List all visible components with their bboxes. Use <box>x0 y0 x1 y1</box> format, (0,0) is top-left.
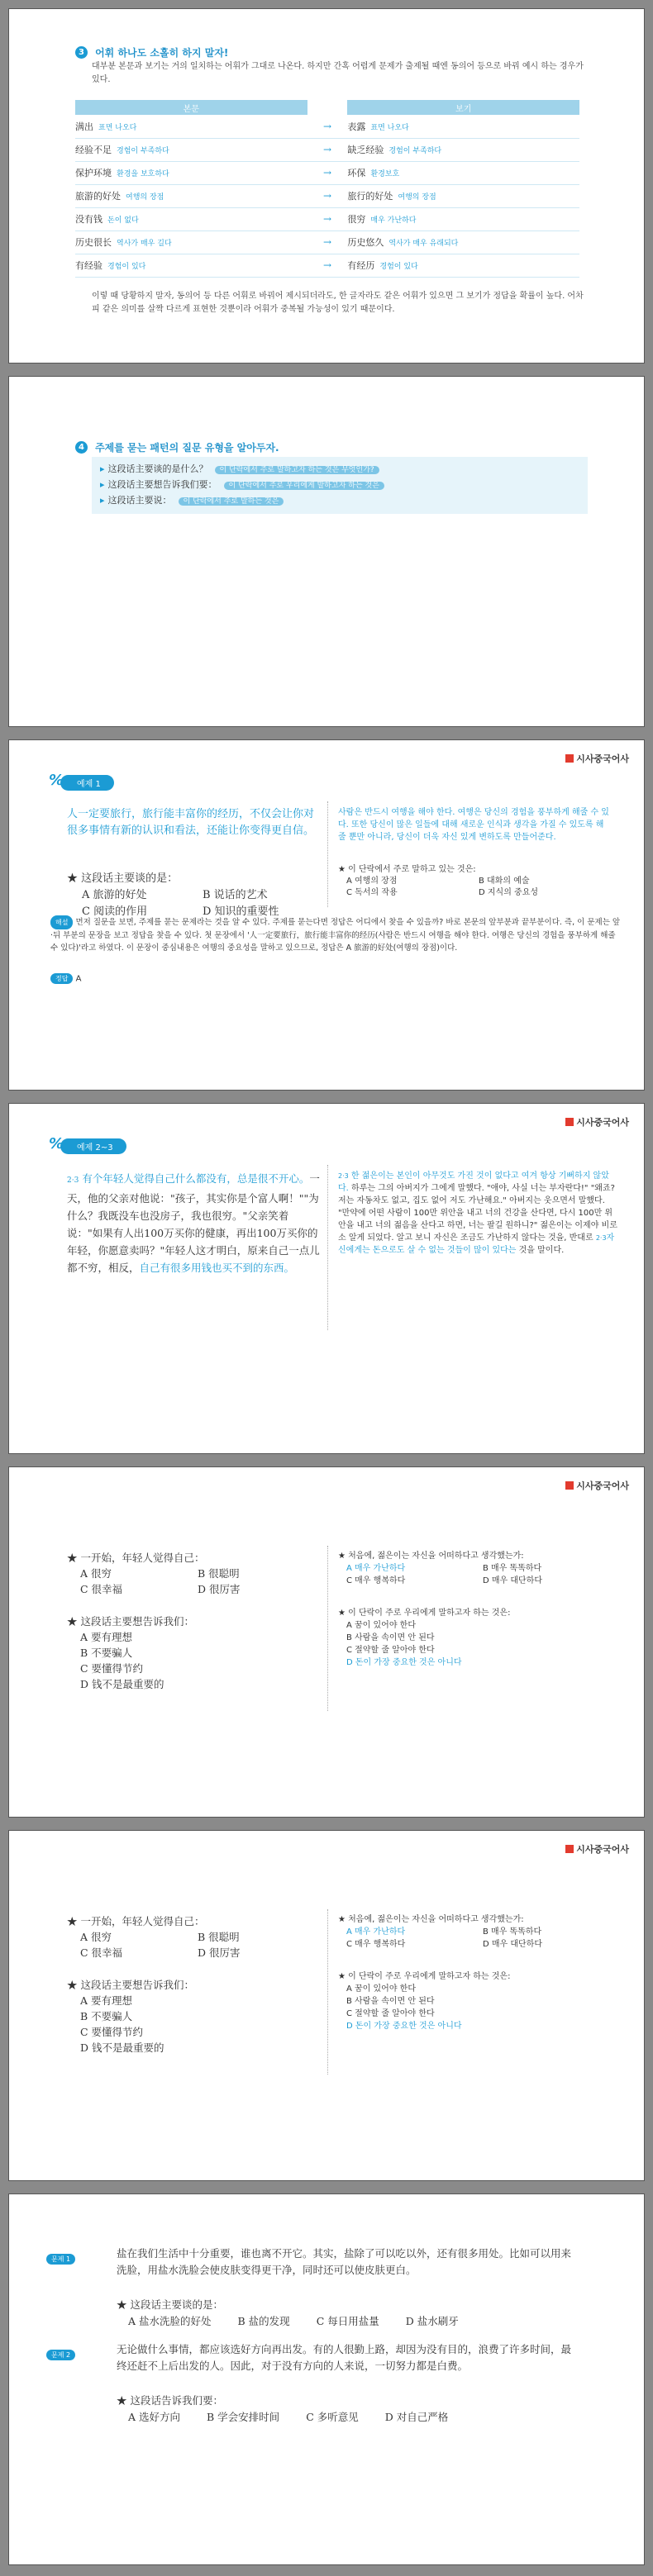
cell-left <box>75 161 307 184</box>
bullet-icon: ▸ <box>100 463 105 474</box>
slide-question-types <box>8 376 645 727</box>
explanation-text: 먼저 질문을 보면, 주제를 묻는 문제라는 것을 알 수 있다. 주제를 묻는다면 정답은 어디에서 찾을 수 있을까? 바로 본문의 앞부분과 끝부분이다. 즉, 이 문제는 앞·뒤 부분의 문장을 보고 정답을 찾을 수 있다. 첫 문장에서 '人一定要旅行，旅行能丰富你的经历(사람은 반드시 여행을 해야 한다. 여행은 당신의 경험을 풍부하게 해줄 수 있다)'라고 하였다. 이 문장이 중심내용은 여행의 중요성을 말하고 있으므로, 정답은 A 旅游的好处(여행의 장점)이다. <box>50 918 621 953</box>
option: B 很聪明 <box>198 1931 240 1943</box>
option-correct: A 매우 가난하다 <box>346 1564 406 1573</box>
cell-left <box>75 254 307 277</box>
row-arrow: → <box>307 184 348 207</box>
translation <box>338 1170 619 1257</box>
cell-left <box>75 231 307 254</box>
cell-left-word: 经验不足 <box>75 145 112 155</box>
passage-b: 一天，他的父亲对他说："孩子，其实你是个富人啊！""为什么？我既没车也没房子，我也很穷。"父亲笑着说："如果有人出100万买你的健康，再出100万买你的年轻，你愿意卖吗？"年轻人这才明白，原来自己一点儿都不穷，相反， <box>67 1172 320 1274</box>
section-number: 4 <box>75 441 88 454</box>
questions-cn <box>67 1913 315 2056</box>
option: C 每日用盐量 <box>316 2315 379 2327</box>
translation-lead: 2·3 <box>338 1172 349 1180</box>
cell-right-gloss: 환경보호 <box>370 170 400 178</box>
cell-right-gloss: 매우 가난하다 <box>370 216 417 225</box>
translation-b: 하루는 그의 아버지가 그에게 말했다. "애야, 사실 너는 부자란다!" "왜죠? 저는 자동차도 없고, 집도 없어 저도 가난해요." 아버지는 웃으면서 말했다. "만약에 어떤 사람이 100만 위안을 내고 너의 건강을 산다면, 다시 100만 위안을 내고 너의 젊음을 산다고 하면, 너는 팔길 원하니?" 젊은이는 이제야 비로소 알게 되었다. 알고 보니 자신은 조금도 가난하지 않다는 것을, 반대로 <box>338 1184 617 1243</box>
option: D 很厉害 <box>198 1583 241 1595</box>
option-correct: A 매우 가난하다 <box>346 1927 406 1937</box>
publisher-logo <box>565 1842 629 1856</box>
publisher-name: 시사중국어사 <box>576 1480 629 1491</box>
example-tag: % 예제 2~3 <box>60 1138 126 1154</box>
option: C 很幸福 <box>80 1583 123 1595</box>
cell-right-gloss: 역사가 매우 유래되다 <box>388 240 459 248</box>
question-2-kr: ★ 처음에, 젊은이는 자신을 어떠하다고 생각했는가: <box>338 1552 524 1561</box>
passage-text: 人一定要旅行，旅行能丰富你的经历，不仅会让你对很多事情有新的认识和看法，还能让你变得更自信。 <box>67 808 315 837</box>
question-type-kr: 이 단락에서 주로 말하는 것은 <box>179 497 284 506</box>
option: B 매우 똑똑하다 <box>483 1927 542 1937</box>
option: C 절약할 줄 알아야 한다 <box>346 2009 435 2018</box>
option: A 很穷 <box>80 1931 112 1943</box>
option: B 不要骗人 <box>80 2010 133 2022</box>
question-type-text: 这段话主要说： <box>107 495 172 506</box>
cell-left-word: 满出 <box>75 121 93 132</box>
option: D 钱不是最重要的 <box>80 1678 164 1690</box>
option-correct: D 돈이 가장 중요한 것은 아니다 <box>346 1658 462 1667</box>
cell-right <box>347 184 579 207</box>
option: A 盐水洗脸的好处 <box>128 2315 212 2327</box>
question-2-options <box>67 1929 315 1961</box>
option: A 很穷 <box>80 1567 112 1580</box>
example-tag: % 예제 1 <box>60 775 114 791</box>
cell-left-word: 历史很长 <box>75 237 112 248</box>
cell-left-gloss: 경험이 부족하다 <box>117 147 169 155</box>
option-correct: D 돈이 가장 중요한 것은 아니다 <box>346 2022 462 2031</box>
divider <box>327 1546 328 1711</box>
cell-right <box>347 231 579 254</box>
cell-left-gloss: 환경을 보호하다 <box>117 170 169 178</box>
cell-left-gloss: 돈이 없다 <box>107 216 139 225</box>
publisher-logo: 시사중국어사 <box>565 752 629 765</box>
cell-left-gloss: 역사가 매우 길다 <box>117 240 172 248</box>
section-title: 주제를 묻는 패턴의 질문 유형을 알아두자. <box>95 442 279 454</box>
option: C 要懂得节约 <box>80 1662 144 1675</box>
publisher-logo: 시사중국어사 <box>565 1115 629 1129</box>
slide-questions-2-3-repeat <box>8 1830 645 2181</box>
explanation-label: 해설 <box>50 915 73 929</box>
option: B 사람을 속이면 안 된다 <box>346 1633 435 1642</box>
translation-question <box>338 864 611 899</box>
question-2-kr: ★ 처음에, 젊은이는 자신을 어떠하다고 생각했는가: <box>338 1915 524 1924</box>
option: D 지식의 중요성 <box>479 888 539 897</box>
slide-practice <box>8 2193 645 2565</box>
passage <box>67 1170 323 1276</box>
comparison-table <box>75 100 579 278</box>
answer <box>50 973 82 984</box>
translation-a: 한 젊은이는 본인이 아무것도 가진 것이 없다고 여겨 항상 기뻐하지 않았다. <box>338 1172 609 1193</box>
cell-right-word: 缺乏经验 <box>347 145 384 155</box>
option: B 不要骗人 <box>80 1647 133 1659</box>
intro-text: 대부분 본문과 보기는 거의 일치하는 어휘가 그대로 나온다. 하지만 간혹 어렵게 문제가 출제될 때엔 동의어 등으로 바꿔 예시 하는 경우가 있다. <box>92 62 584 84</box>
option: B 很聪明 <box>198 1567 240 1580</box>
cell-right <box>347 138 579 161</box>
option: C 매우 행복하다 <box>346 1576 406 1585</box>
cell-right-gloss: 경험이 있다 <box>379 263 418 271</box>
option: A 꿈이 있어야 한다 <box>346 1621 416 1630</box>
row-arrow: → <box>307 207 348 231</box>
cell-left-gloss: 경험이 있다 <box>107 263 146 271</box>
option: D 很厉害 <box>198 1946 241 1959</box>
outro-text: 이렇 때 당황하지 말자, 동의어 등 다른 어휘로 바꿔어 제시되더라도, 한 글자라도 같은 어휘가 있으면 그 보기가 정답을 확률이 높다. 어차피 같은 의미를 살짝 다르게 표현한 것뿐이라 어휘가 중복될 가능성이 있기 때문이다. <box>92 292 584 314</box>
question-2: ★ 一开始，年轻人觉得自己： <box>67 1915 205 1927</box>
option: C 阅读的作用 <box>82 905 148 918</box>
cell-left-word: 没有钱 <box>75 214 102 225</box>
option: A 旅游的好处 <box>82 889 147 901</box>
section-heading <box>75 44 228 59</box>
cell-left <box>75 115 307 138</box>
option: D 对自己严格 <box>384 2411 449 2423</box>
option: B 盐的发现 <box>237 2315 290 2327</box>
question-type-item <box>100 493 579 509</box>
table-row <box>75 207 579 231</box>
question: ★ 这段话主要谈的是： <box>117 2298 223 2311</box>
option: C 매우 행복하다 <box>346 1940 406 1949</box>
option: A 要有理想 <box>80 1631 133 1643</box>
publisher-name: 시사중국어사 <box>576 1844 629 1855</box>
question-type-text: 这段话主要谈的是什么？ <box>107 463 208 474</box>
row-arrow: → <box>307 231 348 254</box>
question-3-kr-options <box>338 1983 619 2032</box>
slide-example-1 <box>8 739 645 1091</box>
option: B 学会安排时间 <box>207 2411 280 2423</box>
divider <box>327 1909 328 2075</box>
cell-right-word: 很穷 <box>347 214 366 225</box>
explanation <box>50 915 621 954</box>
table-row <box>75 231 579 254</box>
header-left: 본문 <box>75 100 307 115</box>
question-block <box>67 871 323 920</box>
practice-passage-1: 盐在我们生活中十分重要，谁也离不开它。其实，盐除了可以吃以外，还有很多用处。比如可以用来洗脸，用盐水洗脸会使皮肤变得更干净，同时还可以使皮肤更白。 <box>117 2247 572 2276</box>
translation-c: 자신에게는 돈으로도 살 수 없는 것들이 많이 있다는 <box>338 1233 615 1255</box>
cell-left <box>75 138 307 161</box>
cell-left <box>75 207 307 231</box>
cell-right-word: 历史悠久 <box>347 237 384 248</box>
publisher-logo <box>565 1479 629 1492</box>
question-type-kr: 이 단락에서 주로 말하고자 하는 것은 무엇인가? <box>215 466 379 474</box>
table-row <box>75 161 579 184</box>
translation: 사람은 반드시 여행을 해야 한다. 여행은 당신의 경험을 풍부하게 해줄 수 있다. 또한 당신이 많은 일들에 대해 새로운 인식과 생각을 가질 수 있도록 해줄 뿐만 아니라, 당신이 더욱 자신 있게 변하도록 만들어준다. <box>338 808 609 842</box>
question-2-options <box>67 1566 315 1597</box>
question-3: ★ 这段话主要想告诉我们： <box>67 1979 194 1991</box>
cell-right-gloss: 여행의 장점 <box>398 193 436 202</box>
passage-c: 自己有很多用钱也买不到的东西。 <box>139 1262 295 1274</box>
option: B 대화의 예술 <box>479 877 530 886</box>
option: D 钱不是最重要的 <box>80 2041 164 2054</box>
table-row <box>75 184 579 207</box>
row-arrow: → <box>307 115 348 138</box>
section-heading <box>75 439 279 454</box>
question-2-kr-options <box>338 1926 619 1951</box>
option: A 选好方向 <box>128 2411 181 2423</box>
questions-cn <box>67 1550 315 1692</box>
row-arrow: → <box>307 138 348 161</box>
option: B 사람을 속이면 안 된다 <box>346 1997 435 2006</box>
cell-right-word: 环保 <box>347 168 366 178</box>
option: C 很幸福 <box>80 1946 123 1959</box>
question-type-text: 这段话主要想告诉我们要： <box>107 479 217 490</box>
option: D 매우 대단하다 <box>483 1576 543 1585</box>
cell-right-gloss: 표면 나오다 <box>370 123 409 132</box>
option: A 여행의 장점 <box>346 877 398 886</box>
question-type-kr: 이 단락에서 주로 우리에게 말하고자 하는 것은 <box>224 482 384 490</box>
cell-right-word: 表露 <box>347 121 366 132</box>
questions-kr <box>338 1550 619 1669</box>
section-title: 어휘 하나도 소홀히 하지 말자! <box>95 47 229 59</box>
cell-right <box>347 207 579 231</box>
question-type-box <box>92 457 588 514</box>
cell-left-word: 旅游的好处 <box>75 191 121 202</box>
question-2: ★ 一开始，年轻人觉得自己： <box>67 1552 205 1564</box>
cell-left-word: 有经验 <box>75 260 102 271</box>
question-3: ★ 这段话主要想告诉我们： <box>67 1615 194 1628</box>
cell-right <box>347 115 579 138</box>
option: B 说话的艺术 <box>203 889 268 901</box>
row-arrow: → <box>307 254 348 277</box>
option: C 절약할 줄 알아야 한다 <box>346 1646 435 1655</box>
practice-question-2 <box>117 2393 579 2426</box>
cell-right-word: 有经历 <box>347 260 375 271</box>
question-3-options <box>67 1993 315 2056</box>
cell-left <box>75 184 307 207</box>
questions-kr <box>338 1913 619 2032</box>
translation-d: 것을 말이다. <box>518 1246 565 1255</box>
option: A 꿈이 있어야 한다 <box>346 1984 416 1994</box>
practice-question-1 <box>117 2297 579 2330</box>
section-number: 3 <box>75 46 88 59</box>
bullet-icon: ▸ <box>100 479 105 490</box>
header-right: 보기 <box>347 100 579 115</box>
passage <box>67 806 323 839</box>
option: C 多听意见 <box>306 2411 359 2423</box>
option: D 盐水刷牙 <box>405 2315 459 2327</box>
cell-right-word: 旅行的好处 <box>347 191 393 202</box>
slide-questions-2-3 <box>8 1466 645 1818</box>
table-row <box>75 115 579 138</box>
cell-right <box>347 161 579 184</box>
cell-right-gloss: 경험이 부족하다 <box>388 147 442 155</box>
bullet-icon: ▸ <box>100 495 105 506</box>
option: D 매우 대단하다 <box>483 1940 543 1949</box>
passage-a: 有个年轻人觉得自己什么都没有，总是很不开心。 <box>82 1172 310 1185</box>
option: C 독서의 작용 <box>346 888 398 897</box>
question-3-options <box>67 1629 315 1692</box>
question: ★ 这段话告诉我们要： <box>117 2394 223 2407</box>
passage-lead: 2·3 <box>67 1176 79 1185</box>
slide-example-2-3 <box>8 1103 645 1454</box>
table-row <box>75 254 579 277</box>
option: D 知识的重要性 <box>203 905 279 918</box>
cell-right <box>347 254 579 277</box>
answer-label: 정답 <box>50 973 73 984</box>
row-arrow: → <box>307 161 348 184</box>
cell-left-word: 保护环境 <box>75 168 112 178</box>
question-3-kr: ★ 이 단락이 주로 우리에게 말하고자 하는 것은: <box>338 1972 511 1981</box>
question: ★ 这段话主要谈的是： <box>67 872 179 885</box>
practice-passage-2: 无论做什么事情，都应该选好方向再出发。有的人很勤上路，却因为没有目的，浪费了许多时间，最终还赶不上后出发的人。因此，对于没有方向的人来说，一切努力都是白费。 <box>117 2343 572 2372</box>
answer-value: A <box>75 974 82 984</box>
practice-label-1: 문제 1 <box>46 2250 75 2266</box>
option: B 매우 똑똑하다 <box>483 1564 542 1573</box>
translation-mid-lead: 2·3 <box>595 1234 607 1242</box>
option: C 要懂得节约 <box>80 2026 144 2038</box>
table-row <box>75 138 579 161</box>
option: A 要有理想 <box>80 1994 133 2007</box>
question-3-kr-options <box>338 1619 619 1669</box>
practice-label-2: 문제 2 <box>46 2346 75 2362</box>
question-kr: ★ 이 단락에서 주로 말하고 있는 것은: <box>338 865 476 874</box>
question-type-item <box>100 462 579 478</box>
question-type-item <box>100 478 579 493</box>
question-3-kr: ★ 이 단락이 주로 우리에게 말하고자 하는 것은: <box>338 1609 511 1618</box>
cell-left-gloss: 표면 나오다 <box>98 123 137 132</box>
cell-left-gloss: 여행의 장점 <box>126 193 164 202</box>
slide-vocabulary <box>8 8 645 364</box>
question-2-kr-options <box>338 1562 619 1587</box>
